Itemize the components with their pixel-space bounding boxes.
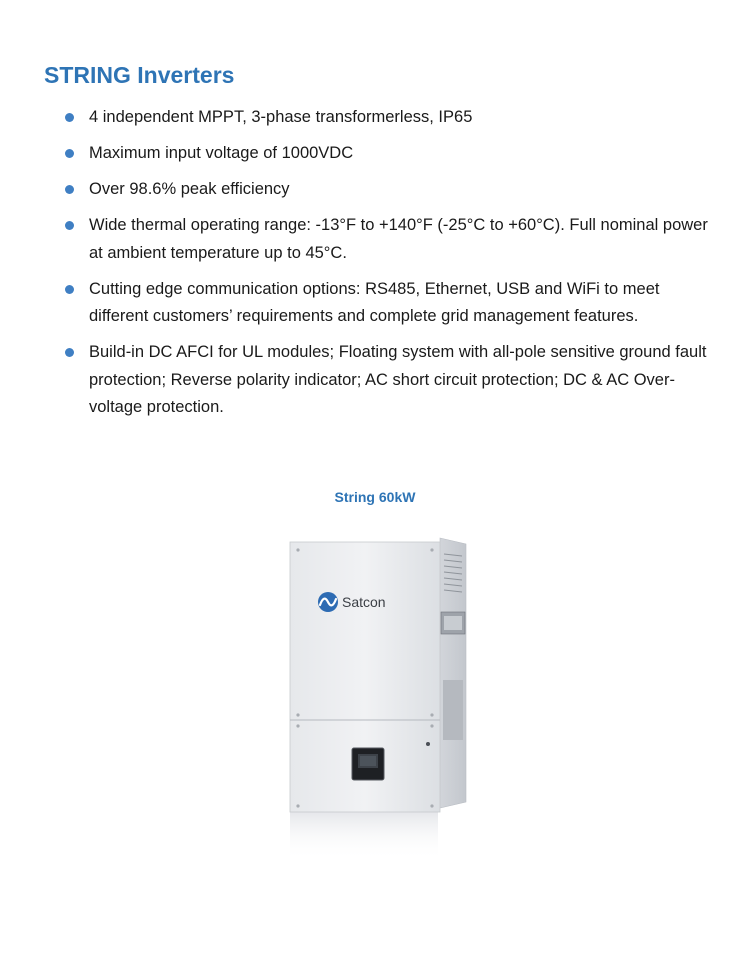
bullet-dot-icon: [65, 185, 74, 194]
bullet-dot-icon: [65, 149, 74, 158]
feature-item: [65, 339, 715, 422]
feature-text: Build-in DC AFCI for UL modules; Floating system with all-pole sensitive ground fault protection; Reverse polarity indicator; AC short circuit protection; DC & AC Over-voltage protection.: [89, 343, 707, 416]
feature-item: [65, 140, 715, 168]
feature-text: Cutting edge communication options: RS485, Ethernet, USB and WiFi to meet different customers’ requirements and complete grid management features.: [89, 279, 660, 325]
bullet-dot-icon: [65, 221, 74, 230]
bullet-dot-icon: [65, 113, 74, 122]
brand-name: Satcon: [342, 594, 386, 610]
page-title: STRING Inverters: [44, 62, 235, 88]
inverter-image: [278, 530, 472, 862]
feature-item: [65, 104, 715, 132]
bullet-dot-icon: [65, 348, 74, 357]
feature-item: [65, 212, 715, 267]
satcon-logo-icon: [318, 592, 386, 612]
feature-text: 4 independent MPPT, 3-phase transformerless, IP65: [89, 108, 473, 126]
feature-text: Wide thermal operating range: -13°F to +140°F (-25°C to +60°C). Full nominal power at ambient temperature up to 45°C.: [89, 216, 708, 262]
figure-caption: String 60kW: [334, 489, 416, 505]
bullet-dot-icon: [65, 285, 74, 294]
feature-text: Maximum input voltage of 1000VDC: [89, 144, 354, 162]
feature-text: Over 98.6% peak efficiency: [89, 180, 290, 198]
feature-item: [65, 276, 715, 331]
feature-list: [65, 104, 715, 430]
feature-item: [65, 176, 715, 204]
